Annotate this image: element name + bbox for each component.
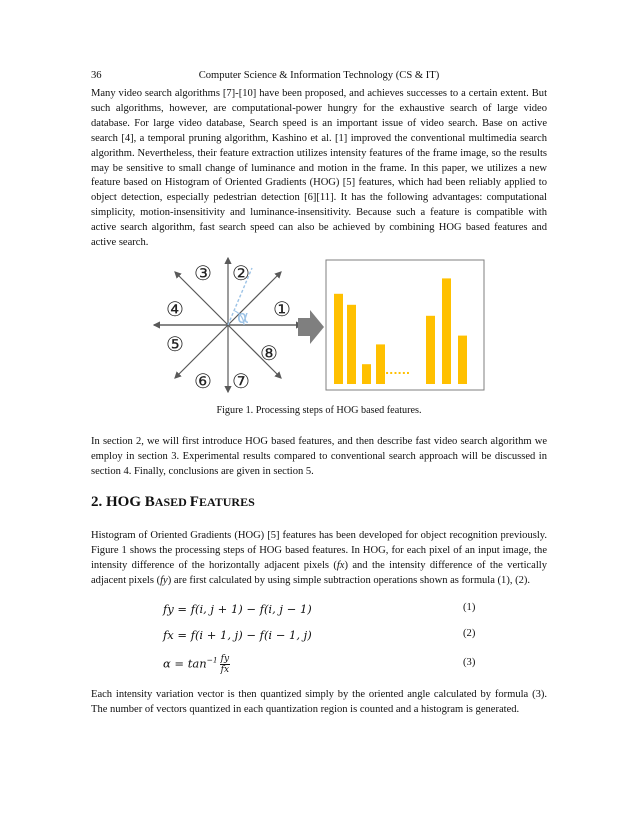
equation-3-number: (3): [463, 657, 476, 668]
hog-fy: fy: [160, 574, 168, 586]
equation-2: fx = f(i + 1, j) − f(i − 1, j): [163, 628, 312, 642]
histogram-bar: [376, 344, 385, 384]
histogram-ellipsis: ......: [385, 364, 411, 377]
process-arrow-icon: [298, 310, 324, 344]
hog-figure: [148, 256, 486, 394]
direction-label-6: ⑥: [194, 369, 212, 393]
page-number: 36: [91, 70, 102, 81]
equation-1-number: (1): [463, 602, 476, 613]
direction-label-7: ⑦: [232, 369, 250, 393]
hog-text-b: ) and the intensity difference of the vertically adjacent pixels (: [91, 559, 547, 586]
equation-3-sup: −1: [206, 655, 218, 665]
equation-3: [163, 654, 230, 675]
direction-label-4: ④: [166, 297, 184, 321]
intro-paragraph: Many video search algorithms [7]-[10] have been proposed, and achieves successes to a certain extent. But such algorithms, however, are computational-power hungry for the exhaustive search of large video database. For large video database, Search speed is an important issue of video search. Base on active search [4], a temporal pruning algorithm, Kashino et al. [1] improved the conventional multimedia search algorithm. Nevertheless, their feature extraction utilizes intensity features of the frame image, so the results may be sensitive to small change of luminance and motion in the frame. In this paper, we utilizes a new feature based on Histogram of Oriented Gradients (HOG) [5] features, which had been reliably applied to object detection, especially pedestrian detection [6][11]. It has the following advantages: computational simplicity, motion-insensitivity and luminance-insensitivity. Because such a feature is compatible with active search algorithm, fast search speed can also be achieved by combining HOG based features and active search.: [91, 88, 547, 249]
section-heading: [91, 494, 255, 511]
outline-paragraph: In section 2, we will first introduce HOG based features, and then describe fast video search algorithm we employ in section 3. Experimental results compared to conventional search approach will be discussed in section 4. Finally, conclusions are given in section 5.: [91, 436, 547, 477]
histogram-bar: [347, 305, 356, 384]
journal-title: Computer Science & Information Technology (CS & IT): [198, 70, 440, 81]
section-title-ased: ASED: [154, 495, 190, 509]
direction-label-3: ③: [194, 261, 212, 285]
section-title-f: F: [189, 494, 199, 510]
hog-text-a: Histogram of Oriented Gradients (HOG) [5] features has been developed for object recognition previously. Figure 1 shows the processing steps of HOG based features. In HOG, for each pixel of an input image, the intensity difference of the horizontally adjacent pixels (: [91, 530, 547, 571]
equation-3-numerator: fy: [220, 654, 230, 664]
histogram-bar: [334, 294, 343, 384]
equation-1: fy = f(i, j + 1) − f(i, j − 1): [163, 602, 312, 616]
histogram-bar: [426, 316, 435, 384]
section-title-b: B: [144, 494, 155, 510]
figure-caption: Figure 1. Processing steps of HOG based features.: [216, 405, 422, 416]
orientation-diagram: [154, 258, 302, 393]
hog-figure-svg: [148, 256, 486, 394]
equation-3-fraction: [220, 654, 230, 675]
hog-fx: fx: [336, 559, 345, 571]
histogram-bar: [458, 336, 467, 384]
direction-label-8: ⑧: [260, 341, 278, 365]
section-number: 2. HOG: [91, 494, 145, 510]
direction-label-1: ①: [273, 297, 291, 321]
angle-alpha-label: α: [237, 307, 249, 328]
histogram-bar: [362, 364, 371, 384]
direction-label-2: ②: [232, 261, 250, 285]
quantize-paragraph: Each intensity variation vector is then quantized simply by the oriented angle calculated by formula (3). The number of vectors quantized in each quantization region is counted and a histogram is generated.: [91, 689, 547, 715]
hog-paragraph: [91, 529, 547, 589]
histogram-panel: [326, 260, 484, 390]
equation-3-denominator: fx: [220, 665, 230, 675]
direction-label-5: ⑤: [166, 332, 184, 356]
equation-3-lhs: α = tan: [163, 656, 207, 671]
equation-2-number: (2): [463, 628, 476, 639]
section-title-eatures: EATURES: [198, 495, 255, 509]
hog-text-c: ) are first calculated by using simple subtraction operations shown as formula (1), (2).: [167, 574, 531, 586]
histogram-bar: [442, 278, 451, 384]
